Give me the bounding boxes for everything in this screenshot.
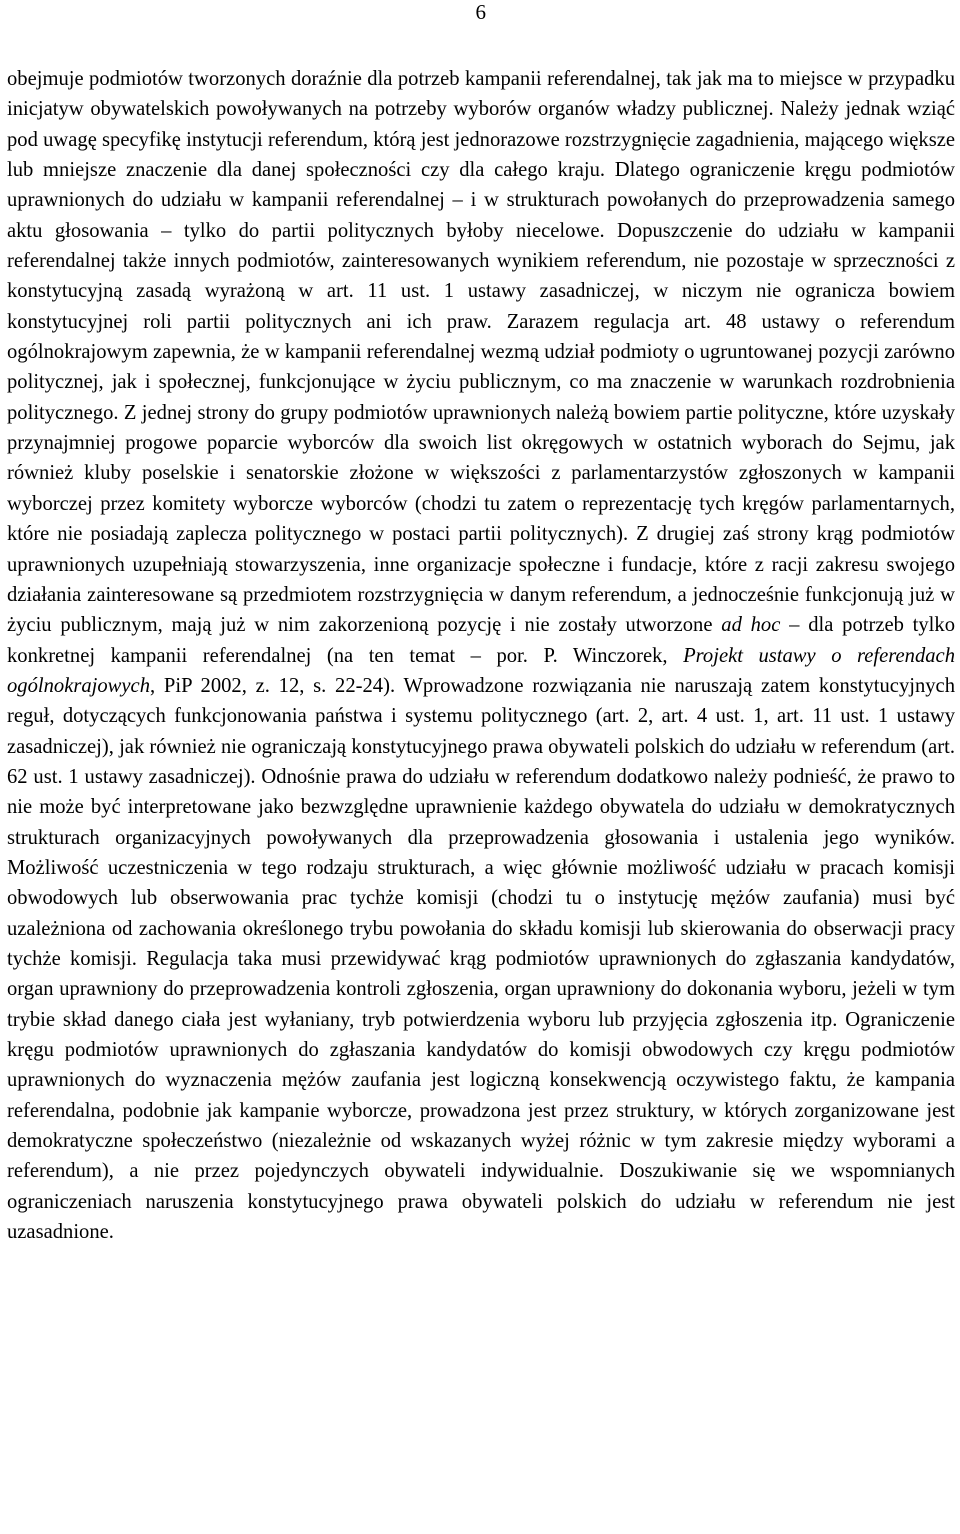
body-text-segment-3: , PiP 2002, z. 12, s. 22-24). Wprowadzone rozwiązania nie naruszają zatem konstytucyjnych reguł, dotyczących funkcjonowania państwa i systemu politycznego (art. 2, art. 4 ust. 1, art. 11 ust. 1 ustawy zasadniczej), jak również nie ograniczają konstytucyjnego prawa obywateli polskich do udziału w referendum (art. 62 ust. 1 ustawy zasadniczej). Odnośnie prawa do udziału w referendum dodatkowo należy podnieść, że prawo to nie może być interpretowane jako bezwzględne uprawnienie każdego obywatela do udziału w demokratycznych strukturach organizacyjnych powoływanych dla przeprowadzenia głosowania i ustalenia jego wyników. Możliwość uczestniczenia w tego rodzaju strukturach, a więc głównie możliwość udziału w pracach komisji obwodowych lub obserwowania prac tychże komisji (chodzi tu o instytucję mężów zaufania) musi być uzależniona od zachowania określonego trybu powołania do składu komisji lub skierowania do obserwacji pracy tychże komisji. Regulacja taka musi przewidywać krąg podmiotów uprawnionych do zgłaszania kandydatów, organ uprawniony do przeprowadzenia kontroli zgłoszenia, organ uprawniony do dokonania wyboru, jeżeli w tym trybie skład danego ciała jest wyłaniany, tryb potwierdzenia wyboru lub przyjęcia zgłoszenia itp. Ograniczenie kręgu podmiotów uprawnionych do zgłaszania kandydatów do komisji obwodowych czy kręgu podmiotów uprawnionych do wyznaczenia mężów zaufania jest logiczną konsekwencją oczywistego faktu, że kampania referendalna, podobnie jak kampanie wyborcze, prowadzona jest przez struktury, w których zorganizowane jest demokratyczne społeczeństwo (niezależnie od wskazanych wyżej różnic w tym zakresie między wyborami a referendum), a nie przez pojedynczych obywateli indywidualnie. Doszukiwanie się we wspomnianych ograniczeniach naruszenia konstytucyjnego prawa obywateli polskich do udziału w referendum nie jest uzasadnione. [7,674,955,1244]
page-number: 6 [475,0,486,24]
body-text-segment-2: – dla potrzeb tylko konkretnej kampanii referendalnej (na ten temat – por. P. Winczorek, [7,614,956,667]
body-paragraph [7,64,955,1247]
italic-term-ad-hoc: ad hoc [721,614,781,637]
italic-citation-title: Projekt ustawy o referendach ogólnokrajowych [7,644,955,697]
body-text-segment-1: obejmuje podmiotów tworzonych doraźnie dla potrzeb kampanii referendalnej, tak jak ma to miejsce w przypadku inicjatyw obywatelskich powoływanych na potrzeby wyborów organów władzy publicznej. Należy jednak wziąć pod uwagę specyfikę instytucji referendum, którą jest jednorazowe rozstrzygnięcie zagadnienia, mającego większe lub mniejsze znaczenie dla danej społeczności czy dla całego kraju. Dlatego ograniczenie kręgu podmiotów uprawnionych do udziału w kampanii referendalnej – i w strukturach powołanych do przeprowadzenia samego aktu głosowania – tylko do partii politycznych byłoby niecelowe. Dopuszczenie do udziału w kampanii referendalnej także innych podmiotów, zainteresowanych wynikiem referendum, nie pozostaje w sprzeczności z konstytucyjną zasadą wyrażoną w art. 11 ust. 1 ustawy zasadniczej, w niczym nie ogranicza bowiem konstytucyjnej roli partii politycznych ani ich praw. Zarazem regulacja art. 48 ustawy o referendum ogólnokrajowym zapewnia, że w kampanii referendalnej wezmą udział podmioty o ugruntowanej pozycji zarówno politycznej, jak i społecznej, funkcjonujące w życiu publicznym, co ma znaczenie w warunkach rozdrobnienia politycznego. Z jednej strony do grupy podmiotów uprawnionych należą bowiem partie polityczne, które uzyskały przynajmniej progowe poparcie wyborców dla swoich list okręgowych w ostatnich wyborach do Sejmu, jak również kluby poselskie i senatorskie złożone w większości z parlamentarzystów zgłoszonych w kampanii wyborczej przez komitety wyborcze wyborców (chodzi tu zatem o reprezentację tych kręgów parlamentarnych, które nie posiadają zaplecza politycznego w postaci partii politycznych). Z drugiej zaś strony krąg podmiotów uprawnionych uzupełniają stowarzyszenia, inne organizacje społeczne i fundacje, które z racji zakresu swojego działania zainteresowane są przedmiotem rozstrzygnięcia w danym referendum, a jednocześnie funkcjonują już w życiu publicznym, mają już w nim zakorzenioną pozycję i nie zostały utworzone [7,68,955,637]
